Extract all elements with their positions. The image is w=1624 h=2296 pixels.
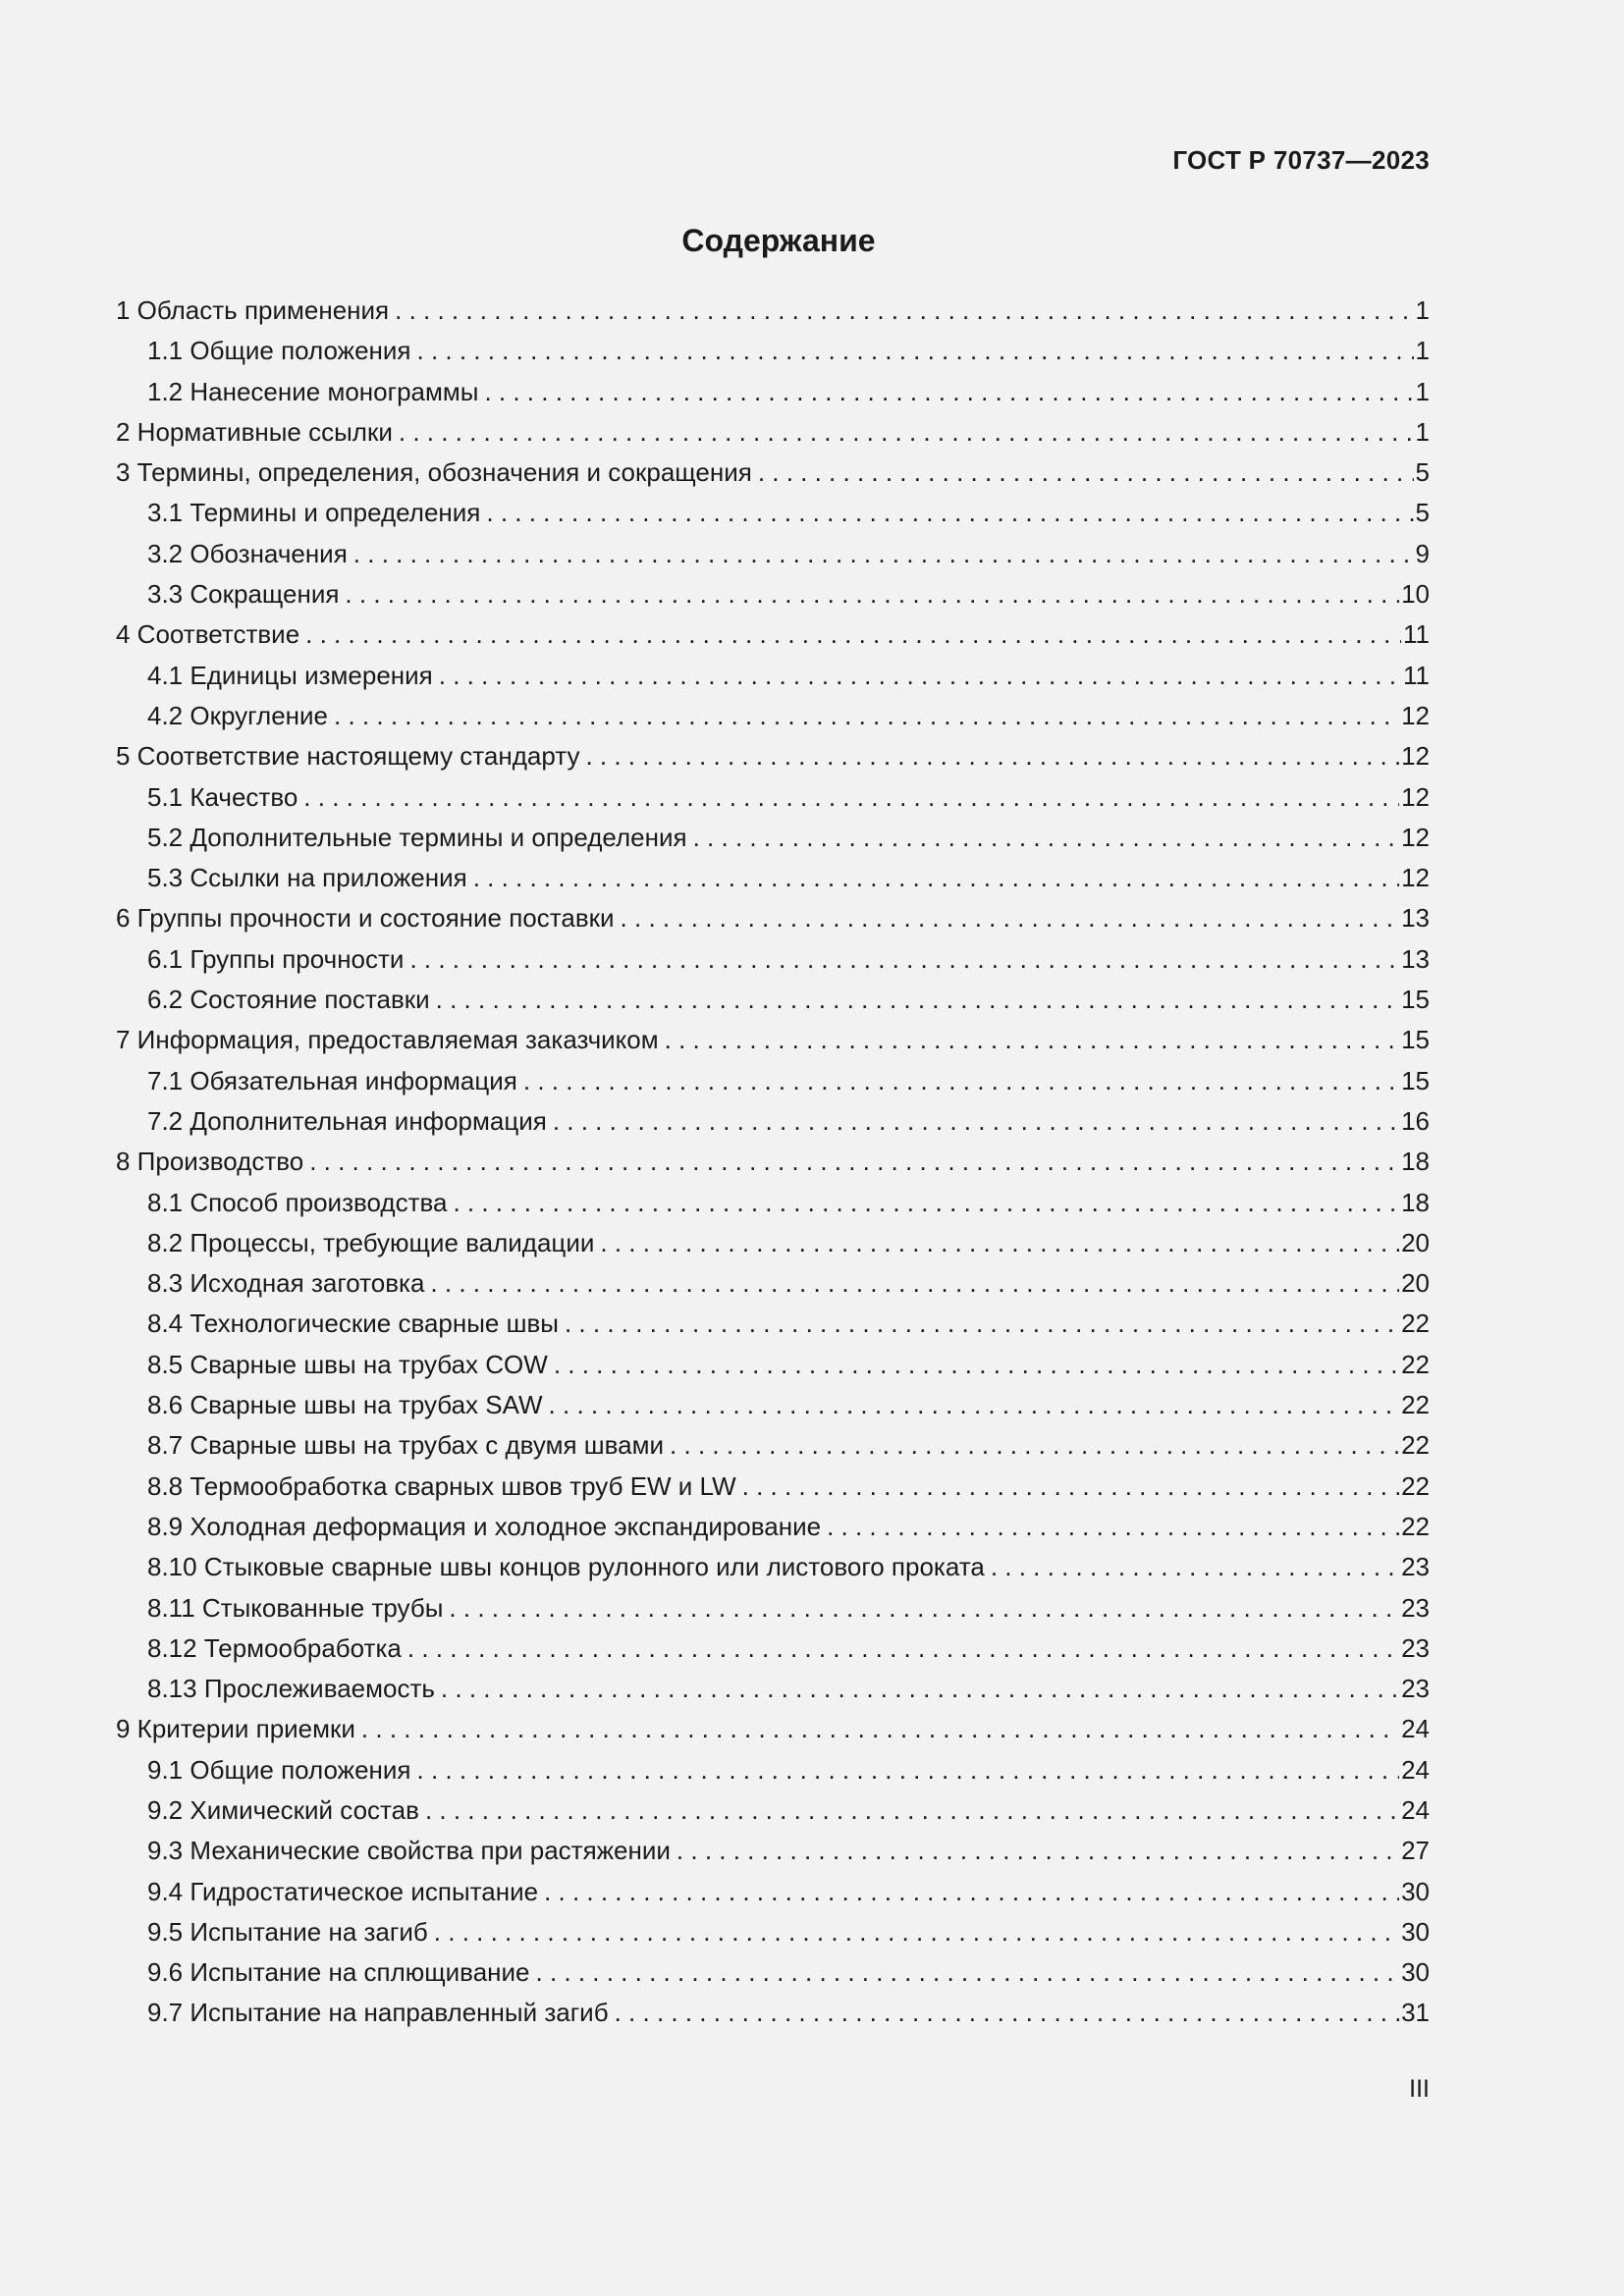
toc-entry-page: 22 <box>1401 1390 1430 1420</box>
toc-dot-leader <box>758 454 1414 490</box>
toc-entry-label: 9.5 Испытание на загиб <box>147 1916 428 1947</box>
toc-entry-label: 1 Область применения <box>116 295 390 325</box>
toc-dot-leader <box>742 1468 1399 1504</box>
toc-entry[interactable] <box>116 576 1430 616</box>
toc-entry[interactable] <box>116 495 1430 535</box>
toc-entry[interactable] <box>116 1954 1430 1995</box>
toc-entry-label: 5 Соответствие настоящему стандарту <box>116 741 580 772</box>
toc-entry[interactable] <box>116 1063 1430 1103</box>
toc-entry-page: 15 <box>1401 1065 1430 1095</box>
toc-entry-label: 3.1 Термины и определения <box>147 498 481 528</box>
toc-entry-label: 9.7 Испытание на направленный загиб <box>147 1998 609 2028</box>
toc-entry-label: 7.2 Дополнительная информация <box>147 1105 547 1136</box>
toc-entry-label: 5.2 Дополнительные термины и определения <box>147 822 687 852</box>
toc-entry-label: 4 Соответствие <box>116 619 300 650</box>
toc-entry-page: 20 <box>1401 1268 1430 1299</box>
toc-entry[interactable] <box>116 820 1430 860</box>
toc-entry-page: 23 <box>1401 1674 1430 1704</box>
toc-entry-label: 3.3 Сокращения <box>147 579 340 610</box>
toc-dot-leader <box>827 1509 1399 1544</box>
toc-entry-page: 22 <box>1401 1430 1430 1461</box>
toc-entry[interactable] <box>116 1711 1430 1751</box>
toc-entry-label: 6 Группы прочности и состояние поставки <box>116 903 615 934</box>
toc-dot-leader <box>600 1225 1399 1260</box>
toc-entry-label: 8.8 Термообработка сварных швов труб EW и LW <box>147 1470 736 1501</box>
toc-dot-leader <box>439 658 1401 693</box>
toc-entry-label: 8.10 Стыковые сварные швы концов рулонного или листового проката <box>147 1552 985 1582</box>
toc-dot-leader <box>449 1590 1399 1626</box>
toc-dot-leader <box>436 982 1399 1017</box>
toc-entry[interactable] <box>116 1468 1430 1509</box>
toc-entry-page: 12 <box>1401 822 1430 852</box>
toc-entry[interactable] <box>116 454 1430 495</box>
toc-dot-leader <box>615 1995 1399 2030</box>
toc-dot-leader <box>407 1630 1399 1666</box>
toc-entry-page: 1 <box>1415 295 1430 325</box>
toc-dot-leader <box>554 1347 1399 1382</box>
toc-entry-label: 9.2 Химический состав <box>147 1794 419 1825</box>
toc-dot-leader <box>425 1792 1399 1828</box>
toc-entry-label: 8.7 Сварные швы на трубах с двумя швами <box>147 1430 665 1461</box>
toc-entry-label: 8.1 Способ производства <box>147 1187 448 1217</box>
toc-dot-leader <box>486 495 1413 530</box>
toc-entry-page: 15 <box>1401 1025 1430 1055</box>
toc-entry-label: 8.12 Термообработка <box>147 1632 402 1663</box>
toc-dot-leader <box>473 860 1399 895</box>
toc-dot-leader <box>536 1954 1400 1990</box>
toc-dot-leader <box>395 293 1413 328</box>
toc-entry[interactable] <box>116 1752 1430 1792</box>
toc-entry-page: 1 <box>1415 416 1430 447</box>
toc-entry-label: 7 Информация, предоставляемая заказчиком <box>116 1025 659 1055</box>
toc-entry-page: 23 <box>1401 1592 1430 1623</box>
toc-entry-page: 27 <box>1401 1836 1430 1866</box>
toc-entry[interactable] <box>116 1144 1430 1184</box>
toc-entry-page: 12 <box>1401 863 1430 893</box>
toc-dot-leader <box>677 1833 1399 1868</box>
toc-entry[interactable] <box>116 779 1430 820</box>
toc-entry[interactable] <box>116 414 1430 454</box>
toc-dot-leader <box>434 1914 1399 1949</box>
toc-entry-label: 8.2 Процессы, требующие валидации <box>147 1227 595 1257</box>
toc-entry-label: 9.4 Гидростатическое испытание <box>147 1876 539 1906</box>
toc-entry[interactable] <box>116 941 1430 982</box>
toc-entry-label: 8.11 Стыкованные трубы <box>147 1592 444 1623</box>
toc-dot-leader <box>991 1549 1399 1584</box>
toc-entry-page: 23 <box>1401 1552 1430 1582</box>
toc-entry-page: 11 <box>1403 619 1430 650</box>
toc-entry-page: 12 <box>1401 741 1430 772</box>
toc-entry-page: 1 <box>1415 336 1430 366</box>
toc-entry-page: 5 <box>1415 457 1430 488</box>
toc-entry[interactable] <box>116 860 1430 900</box>
toc-entry-label: 7.1 Обязательная информация <box>147 1065 517 1095</box>
toc-dot-leader <box>430 1265 1399 1301</box>
toc-entry-label: 5.1 Качество <box>147 781 298 812</box>
toc-dot-leader <box>417 1752 1400 1788</box>
toc-entry[interactable] <box>116 1265 1430 1306</box>
toc-entry-label: 8 Производство <box>116 1147 304 1177</box>
toc-entry[interactable] <box>116 293 1430 333</box>
toc-entry[interactable] <box>116 1590 1430 1630</box>
toc-entry-label: 8.5 Сварные швы на трубах COW <box>147 1349 548 1379</box>
toc-dot-leader <box>665 1022 1399 1057</box>
toc-entry[interactable] <box>116 1306 1430 1346</box>
toc-entry[interactable] <box>116 698 1430 738</box>
toc-dot-leader <box>693 820 1399 855</box>
toc-entry[interactable] <box>116 1185 1430 1225</box>
toc-dot-leader <box>361 1711 1399 1746</box>
toc-dot-leader <box>670 1427 1399 1463</box>
toc-entry-label: 9.6 Испытание на сплющивание <box>147 1957 530 1988</box>
toc-entry[interactable] <box>116 1833 1430 1873</box>
toc-entry[interactable] <box>116 738 1430 778</box>
toc-entry[interactable] <box>116 1387 1430 1427</box>
toc-entry-label: 4.1 Единицы измерения <box>147 660 433 690</box>
toc-entry-page: 12 <box>1401 700 1430 730</box>
toc-entry[interactable] <box>116 1792 1430 1833</box>
toc-entry[interactable] <box>116 1549 1430 1589</box>
toc-entry-label: 6.1 Группы прочности <box>147 943 405 974</box>
toc-entry-page: 23 <box>1401 1632 1430 1663</box>
toc-entry[interactable] <box>116 1874 1430 1914</box>
toc-dot-leader <box>553 1103 1399 1139</box>
toc-entry-page: 1 <box>1415 376 1430 406</box>
toc-dot-leader <box>353 536 1414 571</box>
toc-entry[interactable] <box>116 1022 1430 1062</box>
toc-entry[interactable] <box>116 1630 1430 1671</box>
toc-dot-leader <box>523 1063 1399 1098</box>
toc-dot-leader <box>544 1874 1399 1909</box>
toc-entry[interactable] <box>116 982 1430 1022</box>
toc-entry[interactable] <box>116 1347 1430 1387</box>
toc-entry-label: 3 Термины, определения, обозначения и сокращения <box>116 457 752 488</box>
toc-entry-page: 24 <box>1401 1714 1430 1744</box>
table-of-contents <box>116 293 1430 2036</box>
toc-entry-label: 8.6 Сварные швы на трубах SAW <box>147 1390 543 1420</box>
toc-dot-leader <box>484 374 1413 409</box>
toc-entry-label: 1.1 Общие положения <box>147 336 411 366</box>
toc-entry-label: 3.2 Обозначения <box>147 538 348 568</box>
toc-dot-leader <box>621 900 1400 935</box>
toc-dot-leader <box>549 1387 1400 1422</box>
toc-entry-page: 5 <box>1415 498 1430 528</box>
toc-entry-label: 9.1 Общие положения <box>147 1754 411 1785</box>
toc-dot-leader <box>303 779 1399 815</box>
toc-entry[interactable] <box>116 1103 1430 1144</box>
toc-dot-leader <box>305 616 1401 652</box>
toc-entry-page: 15 <box>1401 985 1430 1015</box>
toc-entry[interactable] <box>116 536 1430 576</box>
toc-entry-page: 30 <box>1401 1876 1430 1906</box>
toc-entry-label: 1.2 Нанесение монограммы <box>147 376 479 406</box>
toc-entry[interactable] <box>116 658 1430 698</box>
toc-dot-leader <box>417 333 1414 368</box>
toc-entry-label: 4.2 Округление <box>147 700 329 730</box>
toc-entry-page: 18 <box>1401 1187 1430 1217</box>
toc-title: Содержание <box>681 223 876 258</box>
toc-entry-label: 8.9 Холодная деформация и холодное экспандирование <box>147 1511 822 1541</box>
toc-entry[interactable] <box>116 616 1430 657</box>
toc-entry[interactable] <box>116 374 1430 414</box>
toc-dot-leader <box>453 1185 1399 1220</box>
toc-entry-page: 18 <box>1401 1147 1430 1177</box>
toc-entry[interactable] <box>116 1509 1430 1549</box>
toc-dot-leader <box>399 414 1414 450</box>
toc-entry[interactable] <box>116 900 1430 940</box>
toc-entry[interactable] <box>116 1671 1430 1711</box>
toc-entry[interactable] <box>116 1995 1430 2035</box>
document-code: ГОСТ Р 70737—2023 <box>1172 145 1430 175</box>
toc-dot-leader <box>441 1671 1399 1706</box>
toc-entry-page: 31 <box>1401 1998 1430 2028</box>
toc-entry-page: 13 <box>1401 943 1430 974</box>
toc-entry-page: 22 <box>1401 1308 1430 1339</box>
toc-entry-page: 24 <box>1401 1754 1430 1785</box>
toc-entry-label: 6.2 Состояние поставки <box>147 985 430 1015</box>
toc-dot-leader <box>345 576 1399 612</box>
toc-entry-page: 10 <box>1401 579 1430 610</box>
toc-entry[interactable] <box>116 1427 1430 1468</box>
page-number: III <box>1409 2075 1430 2103</box>
toc-entry-page: 22 <box>1401 1349 1430 1379</box>
toc-entry-page: 13 <box>1401 903 1430 934</box>
toc-entry-page: 20 <box>1401 1227 1430 1257</box>
toc-entry-page: 16 <box>1401 1105 1430 1136</box>
toc-dot-leader <box>334 698 1399 733</box>
toc-entry-page: 30 <box>1401 1916 1430 1947</box>
toc-entry-label: 8.3 Исходная заготовка <box>147 1268 425 1299</box>
toc-entry-page: 12 <box>1401 781 1430 812</box>
toc-entry-page: 22 <box>1401 1511 1430 1541</box>
toc-entry[interactable] <box>116 1225 1430 1265</box>
toc-dot-leader <box>409 941 1399 977</box>
toc-entry-label: 5.3 Ссылки на приложения <box>147 863 467 893</box>
toc-entry[interactable] <box>116 1914 1430 1954</box>
toc-entry-page: 11 <box>1403 660 1430 690</box>
toc-entry-label: 9 Критерии приемки <box>116 1714 355 1744</box>
toc-entry-page: 22 <box>1401 1470 1430 1501</box>
toc-entry-label: 2 Нормативные ссылки <box>116 416 393 447</box>
toc-dot-leader <box>309 1144 1399 1179</box>
toc-entry-label: 8.13 Прослеживаемость <box>147 1674 435 1704</box>
toc-dot-leader <box>565 1306 1399 1341</box>
toc-entry-label: 9.3 Механические свойства при растяжении <box>147 1836 671 1866</box>
toc-entry-page: 30 <box>1401 1957 1430 1988</box>
toc-entry-page: 24 <box>1401 1794 1430 1825</box>
toc-entry-label: 8.4 Технологические сварные швы <box>147 1308 559 1339</box>
toc-entry[interactable] <box>116 333 1430 373</box>
toc-entry-page: 9 <box>1415 538 1430 568</box>
toc-dot-leader <box>585 738 1399 774</box>
